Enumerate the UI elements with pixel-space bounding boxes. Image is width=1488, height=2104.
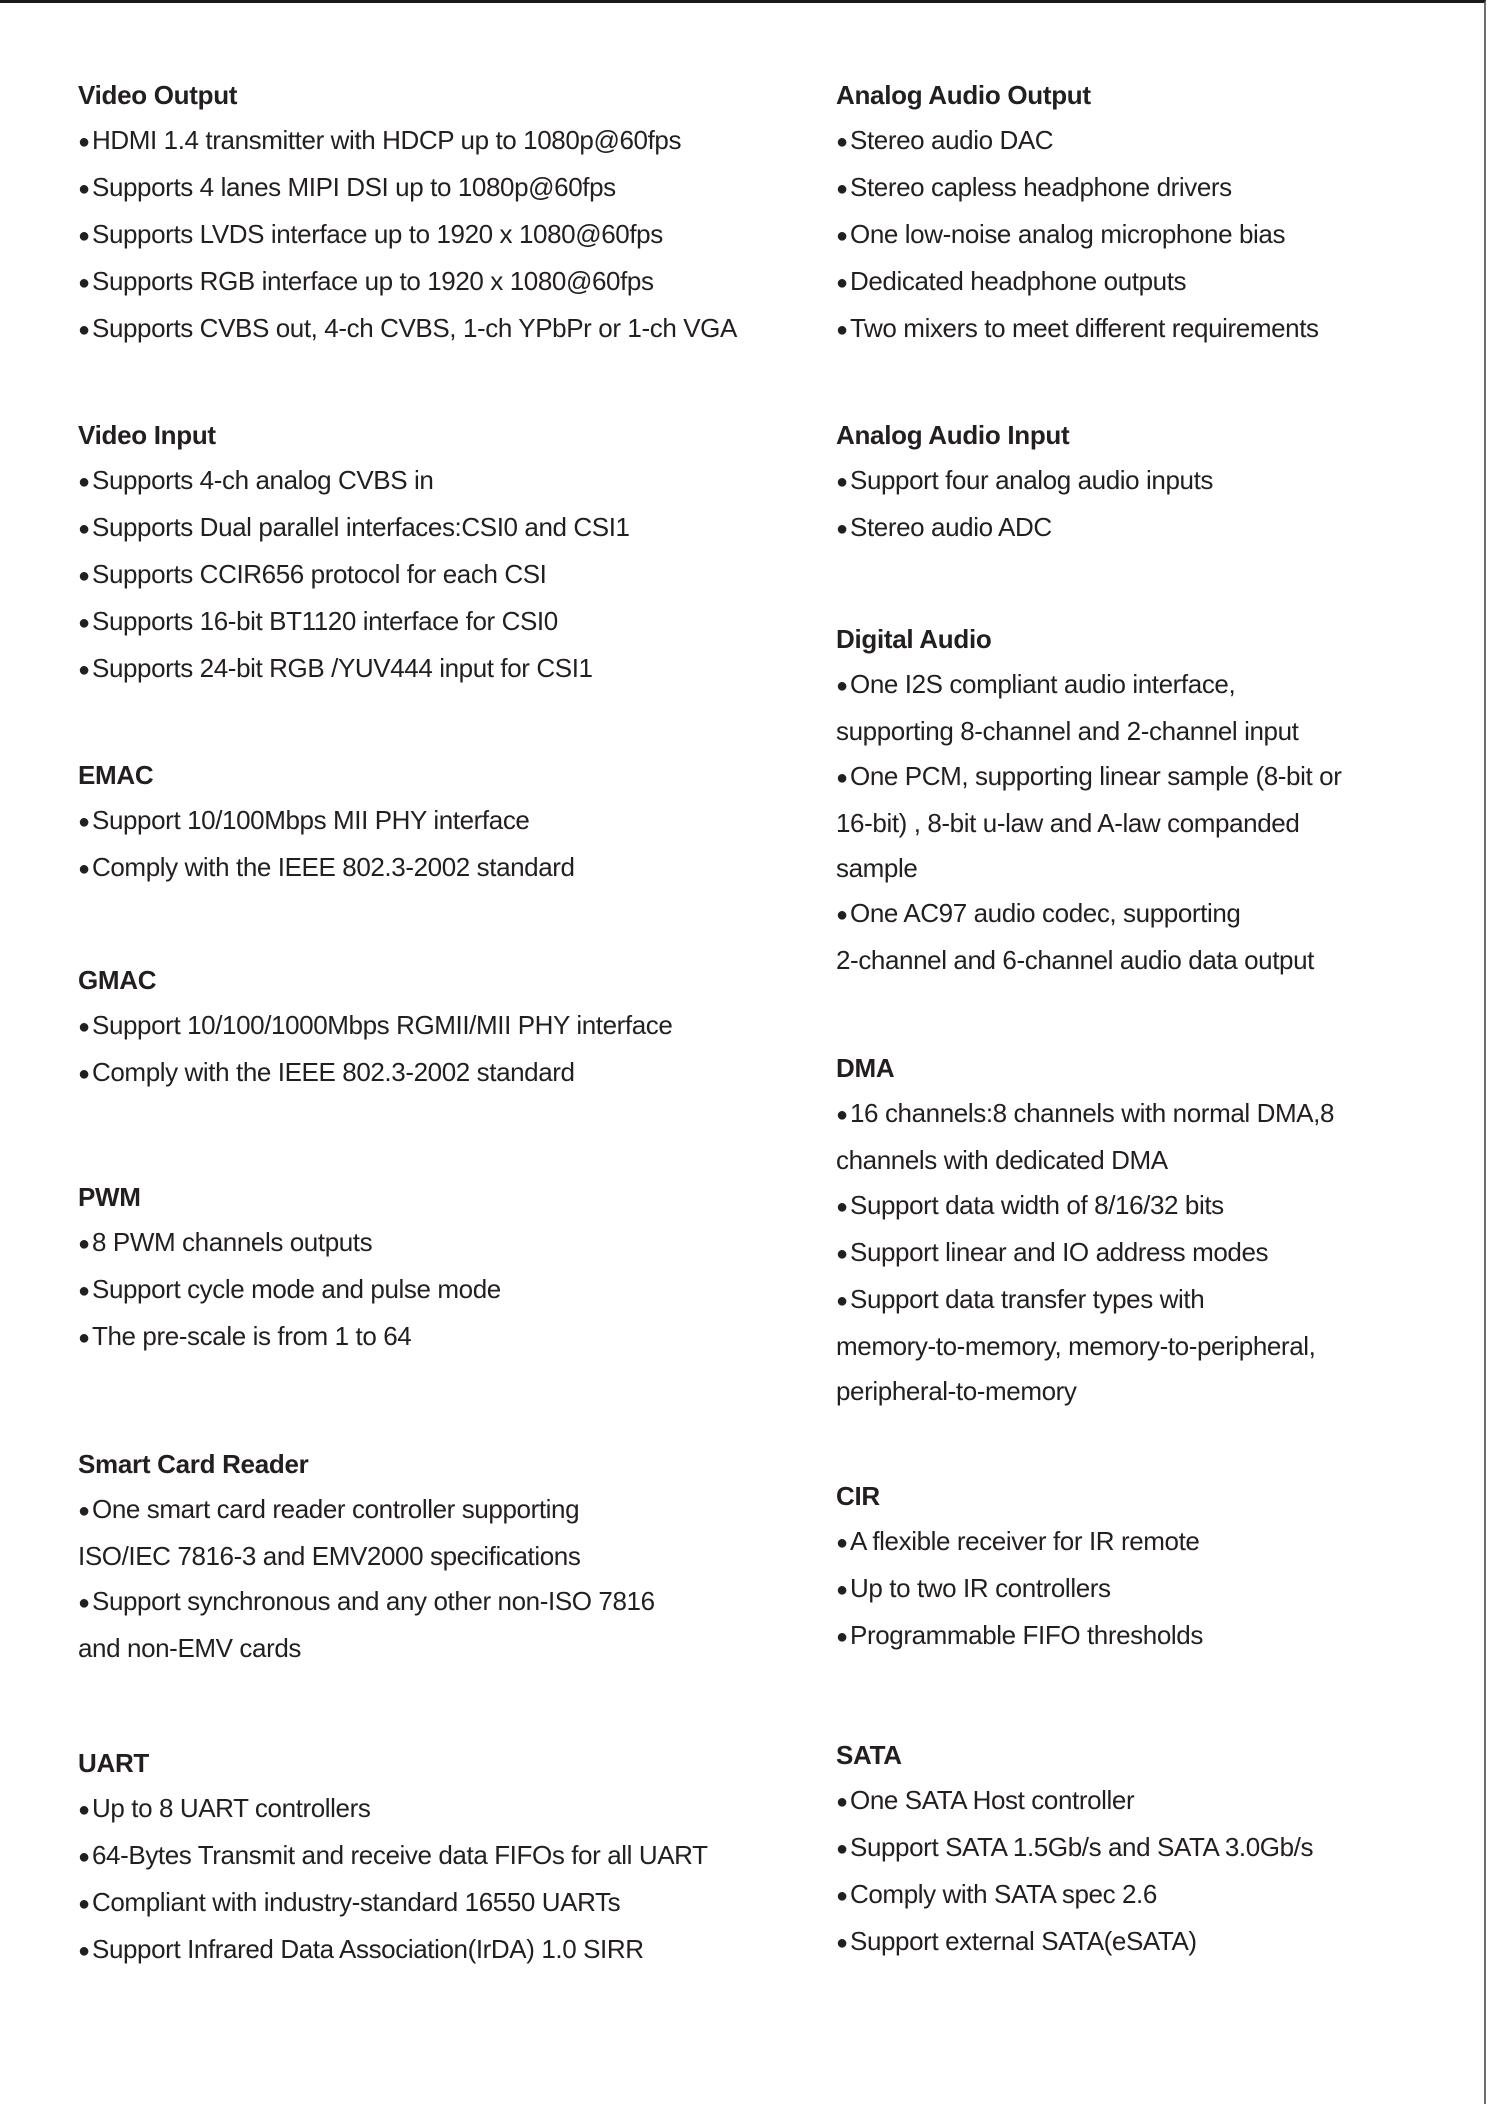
bullet-icon: ● xyxy=(78,612,90,634)
bullet-icon: ● xyxy=(836,1532,848,1554)
bullet-item xyxy=(78,165,778,212)
item-text: Stereo audio ADC xyxy=(850,512,1052,542)
item-text: Supports CCIR656 protocol for each CSI xyxy=(92,559,547,589)
bullet-icon: ● xyxy=(78,1799,90,1821)
bullet-item xyxy=(78,1927,778,1974)
section-smart-card-reader xyxy=(78,1442,778,1671)
section-title: GMAC xyxy=(78,965,157,995)
bullet-item xyxy=(78,552,778,599)
item-text: Comply with SATA spec 2.6 xyxy=(850,1879,1157,1909)
bullet-icon: ● xyxy=(836,1885,848,1907)
bullet-icon: ● xyxy=(78,178,90,200)
bullet-item xyxy=(836,259,1488,306)
item-text: Up to 8 UART controllers xyxy=(92,1793,371,1823)
section-dma xyxy=(836,1046,1488,1414)
section-title: Video Input xyxy=(78,420,216,450)
bullet-icon: ● xyxy=(836,319,848,341)
bullet-icon: ● xyxy=(836,1791,848,1813)
bullet-icon: ● xyxy=(78,811,90,833)
bullet-item xyxy=(836,891,1488,938)
bullet-item xyxy=(78,212,778,259)
bullet-icon: ● xyxy=(836,178,848,200)
bullet-item xyxy=(78,1050,778,1097)
item-text: 2-channel and 6-channel audio data output xyxy=(836,945,1314,975)
section-title: Digital Audio xyxy=(836,624,992,654)
bullet-item xyxy=(78,1267,778,1314)
bullet-icon: ● xyxy=(836,131,848,153)
bullet-icon: ● xyxy=(836,767,848,789)
section-title: Smart Card Reader xyxy=(78,1449,309,1479)
bullet-item xyxy=(78,306,778,353)
item-text: Support data width of 8/16/32 bits xyxy=(850,1190,1224,1220)
bullet-item-continuation xyxy=(836,938,1488,983)
bullet-icon: ● xyxy=(78,1940,90,1962)
bullet-icon: ● xyxy=(78,518,90,540)
section-video-output xyxy=(78,73,778,353)
bullet-item-continuation xyxy=(836,1369,1488,1414)
item-text: Supports 16-bit BT1120 interface for CSI0 xyxy=(92,606,558,636)
bullet-item-continuation xyxy=(78,1626,778,1671)
item-text: Supports 4-ch analog CVBS in xyxy=(92,465,434,495)
bullet-item xyxy=(836,1778,1488,1825)
item-text: Up to two IR controllers xyxy=(850,1573,1111,1603)
section-cir xyxy=(836,1474,1488,1660)
bullet-item xyxy=(836,1519,1488,1566)
item-text: channels with dedicated DMA xyxy=(836,1145,1168,1175)
item-text: Dedicated headphone outputs xyxy=(850,266,1187,296)
section-title: Analog Audio Output xyxy=(836,80,1091,110)
bullet-item xyxy=(836,1919,1488,1966)
item-text: Supports 24-bit RGB /YUV444 input for CSI1 xyxy=(92,653,593,683)
bullet-icon: ● xyxy=(836,1290,848,1312)
item-text: HDMI 1.4 transmitter with HDCP up to 1080p@60fps xyxy=(92,125,682,155)
item-text: Programmable FIFO thresholds xyxy=(850,1620,1203,1650)
item-text: 16-bit) , 8-bit u-law and A-law companded xyxy=(836,808,1300,838)
item-text: Support external SATA(eSATA) xyxy=(850,1926,1197,1956)
bullet-item xyxy=(836,306,1488,353)
bullet-icon: ● xyxy=(836,1104,848,1126)
bullet-item xyxy=(78,1786,778,1833)
bullet-icon: ● xyxy=(78,565,90,587)
bullet-icon: ● xyxy=(78,1500,90,1522)
bullet-item xyxy=(836,165,1488,212)
item-text: Stereo audio DAC xyxy=(850,125,1054,155)
section-emac xyxy=(78,753,778,892)
bullet-item-continuation xyxy=(836,846,1488,891)
bullet-icon: ● xyxy=(78,272,90,294)
item-text: Support Infrared Data Association(IrDA) 1.0 SIRR xyxy=(92,1934,644,1964)
bullet-icon: ● xyxy=(836,518,848,540)
section-title: Video Output xyxy=(78,80,238,110)
item-text: One PCM, supporting linear sample (8-bit or xyxy=(850,761,1342,791)
bullet-icon: ● xyxy=(836,272,848,294)
bullet-icon: ● xyxy=(836,1838,848,1860)
section-digital-audio xyxy=(836,617,1488,983)
bullet-item xyxy=(78,599,778,646)
item-text: Supports LVDS interface up to 1920 x 1080@60fps xyxy=(92,219,663,249)
bullet-item xyxy=(836,754,1488,801)
item-text: 16 channels:8 channels with normal DMA,8 xyxy=(850,1098,1335,1128)
item-text: 64-Bytes Transmit and receive data FIFOs for all UART xyxy=(92,1840,708,1870)
bullet-item xyxy=(836,1230,1488,1277)
item-text: 8 PWM channels outputs xyxy=(92,1227,373,1257)
bullet-item xyxy=(78,505,778,552)
section-uart xyxy=(78,1741,778,1974)
section-title: Analog Audio Input xyxy=(836,420,1070,450)
bullet-item xyxy=(836,1872,1488,1919)
item-text: Supports 4 lanes MIPI DSI up to 1080p@60fps xyxy=(92,172,616,202)
bullet-item xyxy=(78,1220,778,1267)
item-text: Comply with the IEEE 802.3-2002 standard xyxy=(92,1057,575,1087)
bullet-icon: ● xyxy=(78,1063,90,1085)
bullet-icon: ● xyxy=(78,1592,90,1614)
bullet-item-continuation xyxy=(836,1324,1488,1369)
bullet-item xyxy=(78,845,778,892)
bullet-item xyxy=(836,212,1488,259)
item-text: A flexible receiver for IR remote xyxy=(850,1526,1200,1556)
item-text: One low-noise analog microphone bias xyxy=(850,219,1286,249)
bullet-icon: ● xyxy=(78,858,90,880)
bullet-item xyxy=(836,1566,1488,1613)
bullet-item xyxy=(78,798,778,845)
item-text: and non-EMV cards xyxy=(78,1633,301,1663)
bullet-item xyxy=(78,1314,778,1361)
bullet-item xyxy=(78,1833,778,1880)
bullet-icon: ● xyxy=(78,1893,90,1915)
item-text: The pre-scale is from 1 to 64 xyxy=(92,1321,412,1351)
bullet-item xyxy=(78,1487,778,1534)
section-sata xyxy=(836,1733,1488,1966)
bullet-item xyxy=(836,458,1488,505)
section-title: SATA xyxy=(836,1740,902,1770)
bullet-item xyxy=(78,458,778,505)
bullet-icon: ● xyxy=(78,1846,90,1868)
item-text: Compliant with industry-standard 16550 UARTs xyxy=(92,1887,621,1917)
section-pwm xyxy=(78,1175,778,1361)
bullet-item-continuation xyxy=(836,709,1488,754)
bullet-icon: ● xyxy=(836,471,848,493)
bullet-icon: ● xyxy=(78,471,90,493)
section-title: EMAC xyxy=(78,760,154,790)
item-text: Support data transfer types with xyxy=(850,1284,1205,1314)
bullet-icon: ● xyxy=(836,675,848,697)
bullet-icon: ● xyxy=(836,1932,848,1954)
bullet-item-continuation xyxy=(836,801,1488,846)
bullet-item xyxy=(78,1579,778,1626)
item-text: Supports Dual parallel interfaces:CSI0 and CSI1 xyxy=(92,512,630,542)
bullet-icon: ● xyxy=(836,1579,848,1601)
item-text: ISO/IEC 7816-3 and EMV2000 specifications xyxy=(78,1541,581,1571)
bullet-item xyxy=(836,662,1488,709)
item-text: Support SATA 1.5Gb/s and SATA 3.0Gb/s xyxy=(850,1832,1314,1862)
bullet-item xyxy=(78,1880,778,1927)
bullet-icon: ● xyxy=(836,1243,848,1265)
item-text: One I2S compliant audio interface, xyxy=(850,669,1236,699)
item-text: Support linear and IO address modes xyxy=(850,1237,1269,1267)
bullet-icon: ● xyxy=(836,904,848,926)
item-text: One AC97 audio codec, supporting xyxy=(850,898,1241,928)
bullet-item xyxy=(836,1183,1488,1230)
bullet-item xyxy=(836,1277,1488,1324)
section-analog-audio-output xyxy=(836,73,1488,353)
item-text: Comply with the IEEE 802.3-2002 standard xyxy=(92,852,575,882)
bullet-icon: ● xyxy=(836,225,848,247)
bullet-item xyxy=(836,1091,1488,1138)
section-video-input xyxy=(78,413,778,693)
bullet-icon: ● xyxy=(836,1626,848,1648)
bullet-item-continuation xyxy=(78,1534,778,1579)
bullet-icon: ● xyxy=(78,1233,90,1255)
item-text: One SATA Host controller xyxy=(850,1785,1135,1815)
section-title: UART xyxy=(78,1748,150,1778)
bullet-icon: ● xyxy=(78,319,90,341)
bullet-item xyxy=(78,259,778,306)
item-text: Two mixers to meet different requirements xyxy=(850,313,1319,343)
item-text: Support 10/100Mbps MII PHY interface xyxy=(92,805,530,835)
bullet-icon: ● xyxy=(78,1280,90,1302)
bullet-icon: ● xyxy=(78,131,90,153)
bullet-item xyxy=(836,1825,1488,1872)
bullet-icon: ● xyxy=(78,225,90,247)
section-gmac xyxy=(78,958,778,1097)
item-text: Stereo capless headphone drivers xyxy=(850,172,1232,202)
bullet-item xyxy=(78,646,778,693)
section-analog-audio-input xyxy=(836,413,1488,552)
bullet-item xyxy=(78,1003,778,1050)
bullet-item xyxy=(836,118,1488,165)
item-text: Support four analog audio inputs xyxy=(850,465,1214,495)
section-title: CIR xyxy=(836,1481,880,1511)
item-text: Support 10/100/1000Mbps RGMII/MII PHY interface xyxy=(92,1010,673,1040)
bullet-icon: ● xyxy=(836,1196,848,1218)
section-title: DMA xyxy=(836,1053,895,1083)
bullet-icon: ● xyxy=(78,1016,90,1038)
bullet-icon: ● xyxy=(78,1327,90,1349)
item-text: One smart card reader controller supporting xyxy=(92,1494,580,1524)
item-text: Support cycle mode and pulse mode xyxy=(92,1274,501,1304)
bullet-item xyxy=(836,505,1488,552)
item-text: Supports CVBS out, 4-ch CVBS, 1-ch YPbPr or 1-ch VGA xyxy=(92,313,737,343)
item-text: Supports RGB interface up to 1920 x 1080@60fps xyxy=(92,266,654,296)
item-text: sample xyxy=(836,853,918,883)
item-text: memory-to-memory, memory-to-peripheral, xyxy=(836,1331,1316,1361)
item-text: supporting 8-channel and 2-channel input xyxy=(836,716,1299,746)
section-title: PWM xyxy=(78,1182,141,1212)
bullet-item-continuation xyxy=(836,1138,1488,1183)
item-text: Support synchronous and any other non-ISO 7816 xyxy=(92,1586,655,1616)
bullet-item xyxy=(78,118,778,165)
bullet-icon: ● xyxy=(78,659,90,681)
bullet-item xyxy=(836,1613,1488,1660)
item-text: peripheral-to-memory xyxy=(836,1376,1077,1406)
